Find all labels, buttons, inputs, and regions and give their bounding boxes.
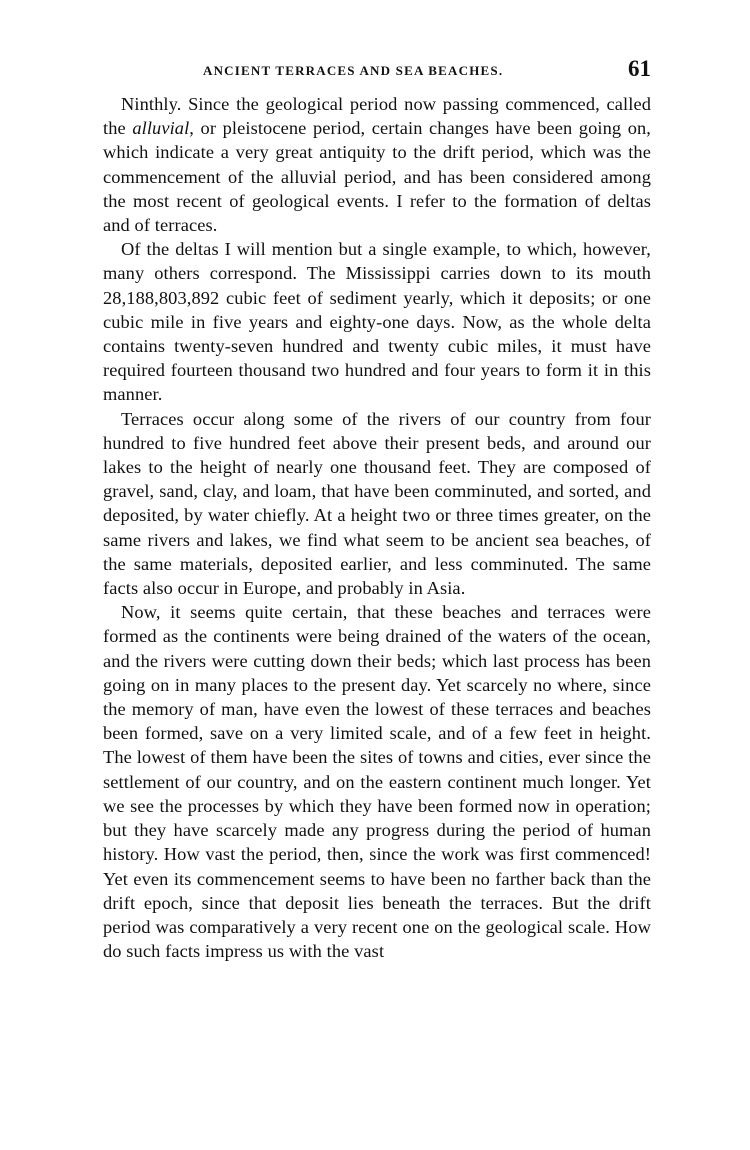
running-head bbox=[103, 52, 651, 92]
book-page bbox=[103, 52, 651, 963]
paragraph-terraces: Terraces occur along some of the rivers of our country from four hundred to five hundred feet above their present beds, and around our lakes to the height of nearly one thousand feet. They are composed of gravel, sand, clay, and loam, that have been comminuted, and sorted, and deposited, by water chiefly. At a height two or three times greater, on the same rivers and lakes, we find what seem to be ancient sea beaches, of the same materials, deposited earlier, and less comminuted. The same facts also occur in Europe, and probably in Asia. bbox=[103, 408, 651, 599]
paragraph-ninthly-text-end: or pleistocene period, certain changes have been going on, which indicate a very great antiquity to the drift period, which was the commencement of the alluvial period, and has been considered among the most recent of geological events. I refer to the formation of deltas and of terraces. bbox=[103, 118, 652, 236]
paragraph-ninthly bbox=[103, 92, 651, 237]
running-title: ANCIENT TERRACES AND SEA BEACHES. bbox=[203, 63, 504, 78]
paragraph-beaches: Now, it seems quite certain, that these beaches and terraces were formed as the continents were being drained of the waters of the ocean, and the rivers were cutting down their beds; which last process has been going on in many places to the present day. Yet scarcely no where, since the memory of man, have even the lowest of these terraces and beaches been formed, save on a very limited scale, and of a few feet in height. The lowest of them have been the sites of towns and cities, ever since the settlement of our country, and on the eastern continent much longer. Yet we see the processes by which they have been formed now in operation; but they have scarcely made any progress during the period of human history. How vast the period, then, since the work was first commenced! Yet even its commencement seems to have been no farther back than the drift epoch, since that deposit lies beneath the terraces. But the drift period was comparatively a very recent one on the geological scale. How do such facts impress us with the vast bbox=[103, 602, 651, 962]
paragraph-ninthly-text-start: Ninthly. Since the geological period now passing commenced, called the bbox=[103, 94, 651, 139]
page-number: 61 bbox=[628, 56, 651, 81]
italic-term-alluvial: alluvial, bbox=[132, 118, 194, 139]
paragraph-deltas: Of the deltas I will mention but a single example, to which, however, many others correspond. The Mississippi carries down to its mouth 28,188,803,892 cubic feet of sediment yearly, which it deposits; or one cubic mile in five years and eighty-one days. Now, as the whole delta contains twenty-seven hundred and twenty cubic miles, it must have required fourteen thousand two hundred and four years to form it in this manner. bbox=[103, 239, 651, 405]
